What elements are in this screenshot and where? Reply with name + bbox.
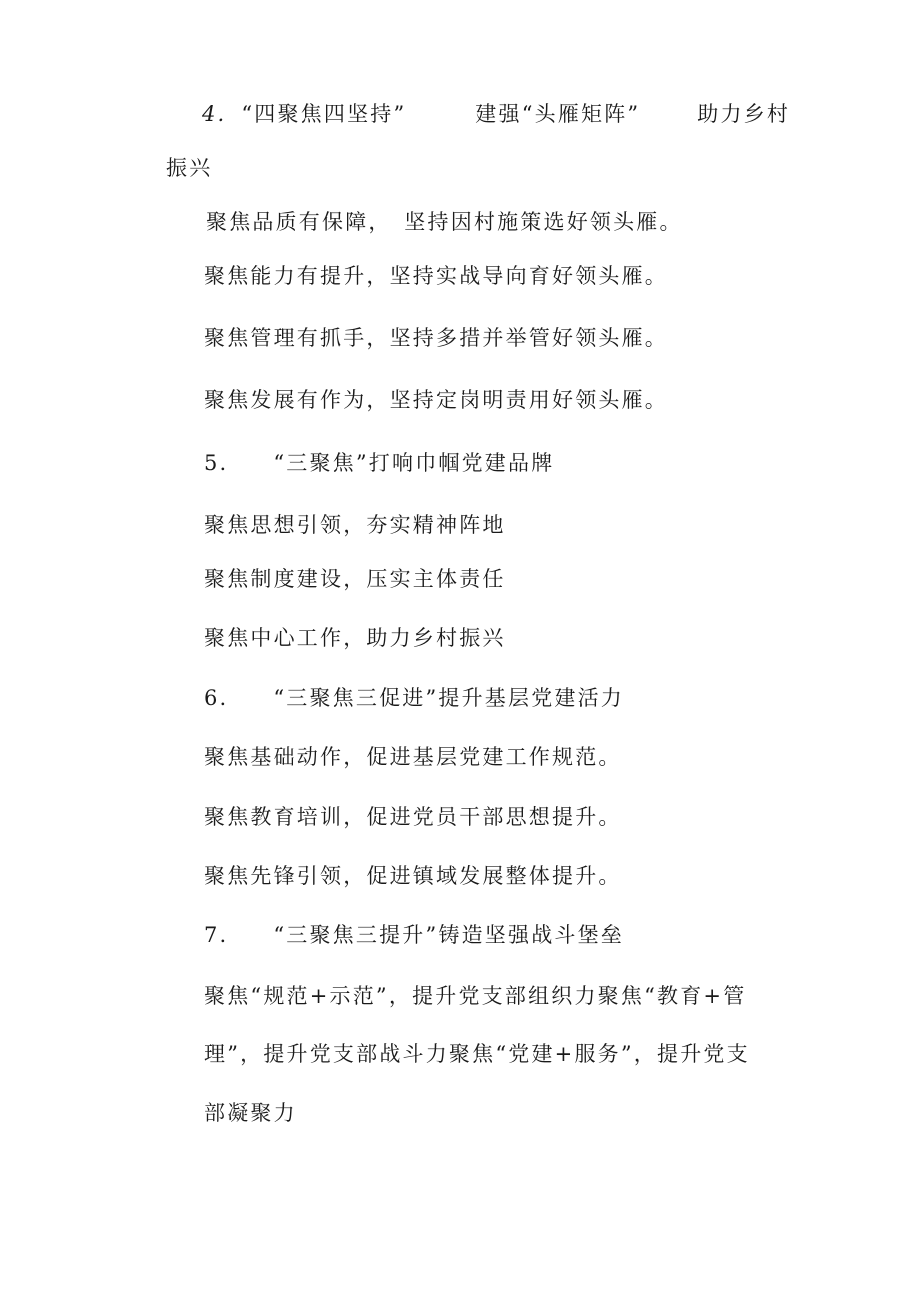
section-number: 7. bbox=[204, 923, 229, 947]
list-item: 聚焦思想引领，夯实精神阵地 bbox=[204, 513, 506, 537]
list-item: 聚焦基础动作，促进基层党建工作规范。 bbox=[204, 745, 622, 769]
list-item: 聚焦制度建设，压实主体责任 bbox=[204, 567, 506, 591]
section-6-heading bbox=[204, 685, 624, 711]
paragraph-line: 聚焦“规范+示范”，提升党支部组织力聚焦“教育+管 bbox=[204, 984, 747, 1008]
section-title: “三聚焦三促进”提升基层党建活力 bbox=[273, 686, 624, 710]
section-title: “三聚焦三提升”铸造坚强战斗堡垒 bbox=[273, 923, 624, 947]
section-7-heading bbox=[204, 922, 624, 948]
section-number: 4. bbox=[202, 102, 227, 126]
list-item: 聚焦中心工作，助力乡村振兴 bbox=[204, 626, 506, 650]
section-5-heading bbox=[204, 450, 554, 476]
section-number: 6. bbox=[204, 686, 229, 710]
section-title: “四聚焦四坚持” bbox=[241, 102, 407, 126]
list-item: 聚焦发展有作为，坚持定岗明责用好领头雁。 bbox=[204, 388, 668, 412]
section-number: 5. bbox=[204, 451, 229, 475]
section-4-heading-wrap: 振兴 bbox=[166, 156, 213, 180]
paragraph-line: 部凝聚力 bbox=[204, 1101, 297, 1125]
section-title-part: 助力乡村 bbox=[697, 102, 791, 126]
paragraph-line: 理”，提升党支部战斗力聚焦“党建+服务”，提升党支 bbox=[204, 1042, 750, 1066]
list-item: 聚焦能力有提升，坚持实战导向育好领头雁。 bbox=[204, 264, 668, 288]
section-title-part: 建强“头雁矩阵” bbox=[475, 102, 641, 126]
section-4-heading bbox=[202, 101, 790, 127]
section-title: “三聚焦”打响巾帼党建品牌 bbox=[273, 451, 555, 475]
list-item: 聚焦先锋引领，促进镇域发展整体提升。 bbox=[204, 864, 622, 888]
list-item: 聚焦教育培训，促进党员干部思想提升。 bbox=[204, 805, 622, 829]
list-item: 聚焦品质有保障， 坚持因村施策选好领头雁。 bbox=[206, 210, 683, 234]
list-item: 聚焦管理有抓手，坚持多措并举管好领头雁。 bbox=[204, 326, 668, 350]
